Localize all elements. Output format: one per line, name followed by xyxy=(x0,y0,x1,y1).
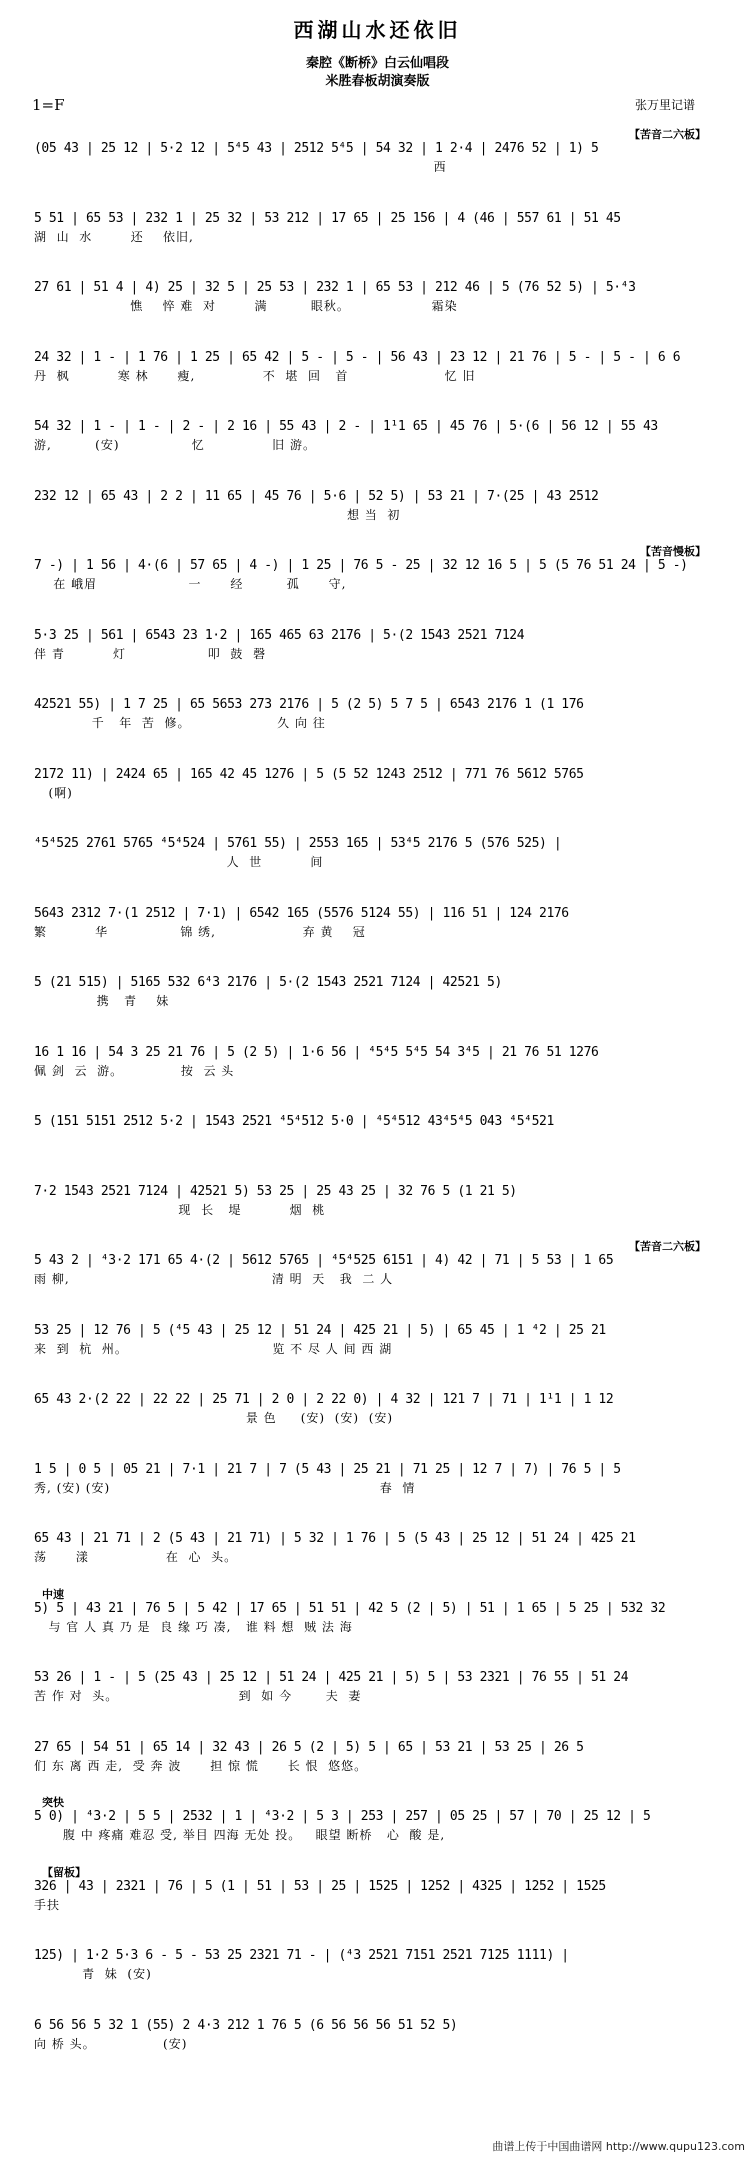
notation-line: 1 5 | 0 5 | 05 21 | 7·1 | 21 7 | 7 (5 43 | 25 21 | 71 25 | 12 7 | 7) | 76 5 | 5 xyxy=(34,1461,621,1477)
lyrics-line: 千 年 苦 修。 久 向 往 xyxy=(34,716,326,730)
notation-line: 5) 5 | 43 21 | 76 5 | 5 42 | 17 65 | 51 51 | 42 5 (2 | 5) | 51 | 1 65 | 5 25 | 532 32 xyxy=(34,1600,666,1616)
notation-line: 232 12 | 65 43 | 2 2 | 11 65 | 45 76 | 5·6 | 52 5) | 53 21 | 7·(25 | 43 2512 xyxy=(34,488,599,504)
notation-line: 53 25 | 12 76 | 5 (⁴5 43 | 25 12 | 51 24 | 425 21 | 5) | 65 45 | 1 ⁴2 | 25 21 xyxy=(34,1322,606,1338)
lyrics-line: 雨 柳, 清 明 天 我 二 人 xyxy=(34,1272,394,1286)
lyrics-line: 青 妹 (安) xyxy=(34,1967,152,1981)
lyrics-line: 景 色 (安) (安) (安) xyxy=(34,1411,394,1425)
score-system xyxy=(34,1725,746,1774)
score-system xyxy=(34,1308,746,1357)
section-mark xyxy=(34,1308,746,1322)
section-mark xyxy=(34,1933,746,1947)
section-mark xyxy=(34,335,746,349)
notation-line: 16 1 16 | 54 3 25 21 76 | 5 (2 5) | 1·6 56 | ⁴5⁴5 5⁴5 54 3⁴5 | 21 76 51 1276 xyxy=(34,1044,599,1060)
key-signature: 1=F xyxy=(32,96,65,114)
score-system xyxy=(34,1933,746,1982)
score-system xyxy=(34,1794,746,1843)
lyrics-line: 手扶 xyxy=(34,1897,61,1912)
section-mark xyxy=(34,1516,746,1530)
notation-line: 5643 2312 7·(1 2512 | 7·1) | 6542 165 (5576 5124 55) | 116 51 | 124 2176 xyxy=(34,905,569,921)
section-mark xyxy=(34,196,746,210)
lyrics-line: 在 峨眉 一 经 孤 守, xyxy=(34,577,347,591)
section-mark: 【苦音二六板】 xyxy=(629,128,706,141)
lyrics-line: 繁 华 锦 绣, 弃 黄 冠 xyxy=(34,924,366,939)
lyrics-line: 现 长 堤 烟 桃 xyxy=(34,1202,326,1217)
section-mark xyxy=(34,682,746,696)
section-mark: 突快 xyxy=(42,1796,64,1809)
section-mark xyxy=(34,2003,746,2017)
score-system xyxy=(34,474,746,523)
lyrics-line: 游, (安) 忆 旧 游。 xyxy=(34,438,316,452)
score-system xyxy=(34,1099,746,1131)
section-mark xyxy=(34,1725,746,1739)
notation-line: 5 (151 5151 2512 5·2 | 1543 2521 ⁴5⁴512 5·0 | ⁴5⁴512 43⁴5⁴5 043 ⁴5⁴521 xyxy=(34,1114,554,1129)
notation-line: 5 0) | ⁴3·2 | 5 5 | 2532 | 1 | ⁴3·2 | 5 3 | 253 | 257 | 05 25 | 57 | 70 | 25 12 | 5 xyxy=(34,1809,651,1824)
lyrics-line: 来 到 杭 州。 览 不 尽 人 间 西 湖 xyxy=(34,1341,393,1356)
section-mark xyxy=(34,613,746,627)
score-system xyxy=(34,543,746,592)
lyrics-line: (啊) xyxy=(34,785,73,800)
section-mark: 【苦音二六板】 xyxy=(629,1240,706,1253)
section-mark xyxy=(34,1377,746,1391)
section-mark xyxy=(34,474,746,488)
notation-line: 5·3 25 | 561 | 6543 23 1·2 | 165 465 63 2176 | 5·(2 1543 2521 7124 xyxy=(34,627,525,643)
score-system xyxy=(34,960,746,1009)
score-system xyxy=(34,1516,746,1565)
notation-line: 54 32 | 1 - | 1 - | 2 - | 2 16 | 55 43 | 2 - | 1¹1 65 | 45 76 | 5·(6 | 56 12 | 55 43 xyxy=(34,419,658,434)
lyrics-line: 憔 悴 难 对 满 眼秋。 霜染 xyxy=(34,299,458,313)
score-system xyxy=(34,1864,746,1913)
lyrics-line: 伴 青 灯 叩 鼓 磬 xyxy=(34,646,267,661)
section-mark xyxy=(34,821,746,835)
score-system xyxy=(34,126,746,175)
lyrics-line: 丹 枫 寒 林 瘦, 不 堪 回 首 忆 旧 xyxy=(34,368,476,383)
score-system xyxy=(34,1238,746,1287)
section-mark: 【留板】 xyxy=(42,1865,86,1879)
section-mark xyxy=(34,1099,746,1113)
notation-line: 42521 55) | 1 7 25 | 65 5653 273 2176 | 5 (2 5) 5 7 5 | 6543 2176 1 (1 176 xyxy=(34,697,584,712)
lyrics-line: 们 东 离 西 走, 受 奔 波 担 惊 慌 长 恨 悠悠。 xyxy=(34,1758,368,1773)
lyrics-line: 想 当 初 xyxy=(34,507,401,522)
section-mark xyxy=(34,1447,746,1461)
section-mark: 中速 xyxy=(42,1587,64,1601)
score-system xyxy=(34,613,746,662)
score-system xyxy=(34,2003,746,2052)
notation-line: (05 43 | 25 12 | 5·2 12 | 5⁴5 43 | 2512 5⁴5 | 54 32 | 1 2·4 | 2476 52 | 1) 5 xyxy=(34,141,599,156)
section-mark xyxy=(34,265,746,279)
score-system xyxy=(34,196,746,245)
notation-line: 326 | 43 | 2321 | 76 | 5 (1 | 51 | 53 | 25 | 1525 | 1252 | 4325 | 1252 | 1525 xyxy=(34,1878,606,1894)
notation-line: 7 -) | 1 56 | 4·(6 | 57 65 | 4 -) | 1 25 | 76 5 - 25 | 32 12 16 5 | 5 (5 76 51 24 | 5 -) xyxy=(34,558,688,573)
lyrics-line: 湖 山 水 还 依旧, xyxy=(34,229,194,244)
notation-line: 27 65 | 54 51 | 65 14 | 32 43 | 26 5 (2 | 5) 5 | 65 | 53 21 | 53 25 | 26 5 xyxy=(34,1739,584,1755)
lyrics-line: 与 官 人 真 乃 是 良 缘 巧 凑, 谁 料 想 贼 法 海 xyxy=(34,1619,353,1634)
notation-line: 7·2 1543 2521 7124 | 42521 5) 53 25 | 25 43 25 | 32 76 5 (1 21 5) xyxy=(34,1183,517,1199)
score-system xyxy=(34,1447,746,1496)
score-system xyxy=(34,1169,746,1218)
section-mark xyxy=(34,891,746,905)
lyrics-line: 秀, (安) (安) 春 情 xyxy=(34,1480,416,1495)
notation-line: 2172 11) | 2424 65 | 165 42 45 1276 | 5 (5 52 1243 2512 | 771 76 5612 5765 xyxy=(34,766,584,782)
notation-line: 65 43 2·(2 22 | 22 22 | 25 71 | 2 0 | 2 22 0) | 4 32 | 121 7 | 71 | 1¹1 | 1 12 xyxy=(34,1392,614,1407)
score-system xyxy=(34,821,746,870)
lyrics-line: 向 桥 头。 (安) xyxy=(34,2036,188,2051)
score-system xyxy=(34,1030,746,1079)
transcriber: 张万里记谱 xyxy=(634,98,695,112)
notation-line: 6 56 56 5 32 1 (55) 2 4·3 212 1 76 5 (6 56 56 56 51 52 5) xyxy=(34,2017,458,2033)
lyrics-line: 佩 剑 云 游。 按 云 头 xyxy=(34,1063,235,1078)
score-system xyxy=(34,891,746,940)
lyrics-line: 苦 作 对 头。 到 如 今 夫 妻 xyxy=(34,1689,362,1703)
section-mark xyxy=(34,960,746,974)
notation-line: 125) | 1·2 5·3 6 - 5 - 53 25 2321 71 - | (⁴3 2521 7151 2521 7125 1111) | xyxy=(34,1948,569,1963)
footer-credit: 曲谱上传于中国曲谱网 http://www.qupu123.com xyxy=(492,2140,745,2153)
notation-line: 24 32 | 1 - | 1 76 | 1 25 | 65 42 | 5 - | 5 - | 56 43 | 23 12 | 21 76 | 5 - | 5 - | 6 6 xyxy=(34,349,681,365)
lyrics-line: 携 青 妹 xyxy=(34,994,170,1008)
lyrics-line: 腹 中 疼痛 难忍 受, 举目 四海 无处 投。 眼望 断桥 心 酸 是, xyxy=(34,1828,446,1842)
section-mark xyxy=(34,404,746,418)
notation-line: 27 61 | 51 4 | 4) 25 | 32 5 | 25 53 | 232 1 | 65 53 | 212 46 | 5 (76 52 5) | 5·⁴3 xyxy=(34,280,636,295)
score-system xyxy=(34,1655,746,1704)
lyrics-line: 西 xyxy=(34,160,447,174)
notation-line: ⁴5⁴525 2761 5765 ⁴5⁴524 | 5761 55) | 2553 165 | 53⁴5 2176 5 (576 525) | xyxy=(34,836,562,851)
section-mark xyxy=(34,1655,746,1669)
notation-line: 5 (21 515) | 5165 532 6⁴3 2176 | 5·(2 1543 2521 7124 | 42521 5) xyxy=(34,975,502,990)
score-system xyxy=(34,682,746,731)
notation-line: 5 43 2 | ⁴3·2 171 65 4·(2 | 5612 5765 | ⁴5⁴525 6151 | 4) 42 | 71 | 5 53 | 1 65 xyxy=(34,1253,614,1268)
score-system xyxy=(34,265,746,314)
section-mark xyxy=(34,1169,746,1183)
section-mark xyxy=(34,1030,746,1044)
lyrics-line: 人 世 间 xyxy=(34,855,324,869)
score-system xyxy=(34,1377,746,1426)
score-system xyxy=(34,404,746,453)
song-title: 西湖山水还依旧 xyxy=(293,18,462,42)
section-mark xyxy=(34,752,746,766)
score-system xyxy=(34,752,746,801)
section-mark: 【苦音慢板】 xyxy=(640,545,706,558)
notation-line: 5 51 | 65 53 | 232 1 | 25 32 | 53 212 | 17 65 | 25 156 | 4 (46 | 557 61 | 51 45 xyxy=(34,210,621,226)
notation-line: 65 43 | 21 71 | 2 (5 43 | 21 71) | 5 32 | 1 76 | 5 (5 43 | 25 12 | 51 24 | 425 21 xyxy=(34,1531,636,1546)
notation-line: 53 26 | 1 - | 5 (25 43 | 25 12 | 51 24 | 425 21 | 5) 5 | 53 2321 | 76 55 | 51 24 xyxy=(34,1670,629,1685)
lyrics-line: 荡 漾 在 心 头。 xyxy=(34,1550,238,1564)
subtitle-version: 米胜春板胡演奏版 xyxy=(325,74,430,89)
score-system xyxy=(34,335,746,384)
score-system xyxy=(34,1586,746,1635)
subtitle-opera: 秦腔《断桥》白云仙唱段 xyxy=(305,56,449,71)
